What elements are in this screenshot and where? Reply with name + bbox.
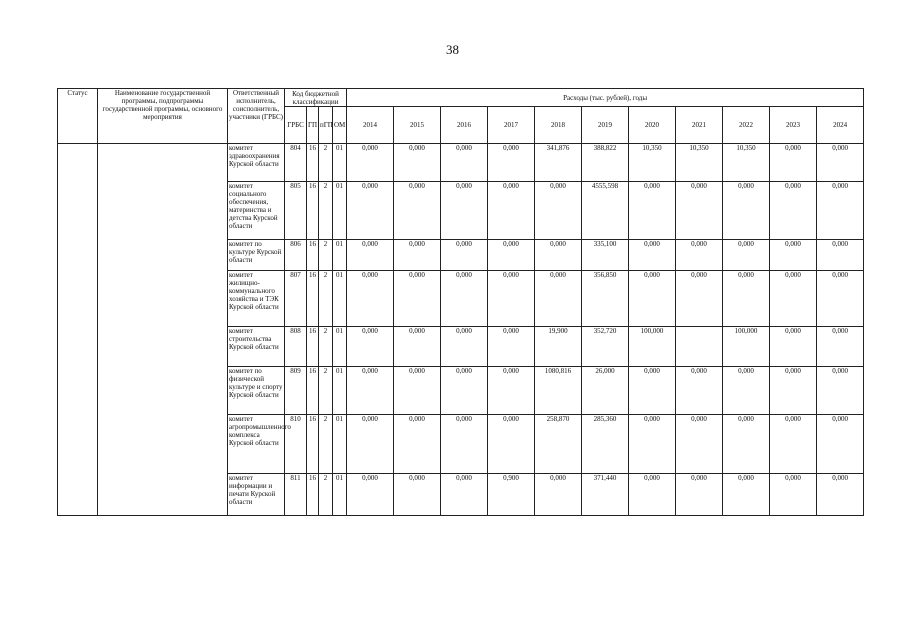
value-cell: 0,000 — [488, 144, 535, 182]
table-body — [58, 144, 864, 516]
pgp-cell: 2 — [319, 367, 333, 415]
value-cell: 352,720 — [582, 327, 629, 367]
grbs-cell: 807 — [285, 271, 307, 327]
value-cell: 0,000 — [676, 271, 723, 327]
value-cell: 0,000 — [770, 474, 817, 516]
value-cell: 0,000 — [394, 327, 441, 367]
value-cell: 0,000 — [488, 367, 535, 415]
value-cell: 0,000 — [488, 271, 535, 327]
pgp-cell: 2 — [319, 144, 333, 182]
value-cell: 0,000 — [629, 415, 676, 474]
value-cell: 0,000 — [817, 367, 864, 415]
executor-cell: комитет агропромышленного комплекса Курской области — [228, 415, 285, 474]
value-cell: 0,000 — [441, 144, 488, 182]
header-budget-code: Код бюджетной классификации — [285, 89, 347, 107]
value-cell: 0,000 — [629, 474, 676, 516]
value-cell: 0,000 — [441, 182, 488, 240]
executor-cell: комитет здравоохранения Курской области — [228, 144, 285, 182]
pgp-cell: 2 — [319, 415, 333, 474]
value-cell: 0,000 — [394, 240, 441, 271]
grbs-cell: 811 — [285, 474, 307, 516]
value-cell: 0,000 — [394, 415, 441, 474]
header-year: 2014 — [347, 107, 394, 144]
value-cell: 0,000 — [441, 415, 488, 474]
header-year: 2023 — [770, 107, 817, 144]
value-cell: 0,000 — [770, 182, 817, 240]
executor-cell: комитет социального обеспечения, материнства и детства Курской области — [228, 182, 285, 240]
om-cell: 01 — [333, 182, 347, 240]
value-cell: 341,876 — [535, 144, 582, 182]
value-cell: 0,000 — [817, 474, 864, 516]
gp-cell: 16 — [307, 240, 319, 271]
grbs-cell: 808 — [285, 327, 307, 367]
value-cell: 0,000 — [347, 144, 394, 182]
value-cell: 0,000 — [676, 367, 723, 415]
value-cell: 1080,816 — [535, 367, 582, 415]
header-om: ОМ — [333, 107, 347, 144]
value-cell: 0,000 — [723, 415, 770, 474]
gp-cell: 16 — [307, 327, 319, 367]
value-cell: 0,000 — [488, 415, 535, 474]
header-grbs: ГРБС — [285, 107, 307, 144]
grbs-cell: 806 — [285, 240, 307, 271]
pgp-cell: 2 — [319, 240, 333, 271]
header-status: Статус — [58, 89, 98, 144]
value-cell: 0,000 — [723, 271, 770, 327]
value-cell: 0,000 — [441, 327, 488, 367]
gp-cell: 16 — [307, 271, 319, 327]
value-cell: 0,000 — [676, 240, 723, 271]
header-pgp: пГП — [319, 107, 333, 144]
value-cell: 285,360 — [582, 415, 629, 474]
grbs-cell: 809 — [285, 367, 307, 415]
value-cell: 0,000 — [629, 240, 676, 271]
grbs-cell: 804 — [285, 144, 307, 182]
value-cell: 0,000 — [770, 144, 817, 182]
header-year: 2020 — [629, 107, 676, 144]
value-cell: 0,000 — [770, 327, 817, 367]
value-cell: 0,000 — [817, 240, 864, 271]
value-cell: 4555,598 — [582, 182, 629, 240]
header-executor: Ответственный исполнитель, соисполнитель, участники (ГРБС) — [228, 89, 285, 144]
value-cell: 0,000 — [676, 415, 723, 474]
value-cell: 0,000 — [723, 474, 770, 516]
value-cell: 0,000 — [535, 474, 582, 516]
header-name: Наименование государственной программы, подпрограммы государственной программы, основного мероприятия — [98, 89, 228, 144]
om-cell: 01 — [333, 415, 347, 474]
value-cell: 0,000 — [817, 182, 864, 240]
pgp-cell: 2 — [319, 327, 333, 367]
grbs-cell: 805 — [285, 182, 307, 240]
pgp-cell: 2 — [319, 474, 333, 516]
value-cell: 10,350 — [629, 144, 676, 182]
header-year: 2016 — [441, 107, 488, 144]
value-cell: 0,000 — [488, 327, 535, 367]
value-cell: 0,000 — [817, 327, 864, 367]
header-gp: ГП — [307, 107, 319, 144]
value-cell: 0,000 — [535, 271, 582, 327]
gp-cell: 16 — [307, 415, 319, 474]
header-year: 2019 — [582, 107, 629, 144]
header-year: 2017 — [488, 107, 535, 144]
grbs-cell: 810 — [285, 415, 307, 474]
om-cell: 01 — [333, 240, 347, 271]
executor-cell: комитет по физической культуре и спорту Курской области — [228, 367, 285, 415]
value-cell: 100,000 — [629, 327, 676, 367]
value-cell: 0,000 — [817, 144, 864, 182]
value-cell: 0,000 — [441, 271, 488, 327]
value-cell: 0,000 — [441, 240, 488, 271]
table-header — [58, 89, 864, 144]
value-cell: 0,000 — [347, 240, 394, 271]
header-year: 2024 — [817, 107, 864, 144]
value-cell: 0,000 — [394, 182, 441, 240]
value-cell: 19,900 — [535, 327, 582, 367]
value-cell: 0,000 — [394, 367, 441, 415]
value-cell: 0,000 — [629, 182, 676, 240]
value-cell — [676, 327, 723, 367]
value-cell: 0,000 — [770, 415, 817, 474]
value-cell: 0,000 — [535, 182, 582, 240]
value-cell: 335,100 — [582, 240, 629, 271]
value-cell: 371,440 — [582, 474, 629, 516]
value-cell: 0,900 — [488, 474, 535, 516]
om-cell: 01 — [333, 474, 347, 516]
value-cell: 388,822 — [582, 144, 629, 182]
om-cell: 01 — [333, 367, 347, 415]
value-cell: 0,000 — [347, 327, 394, 367]
value-cell: 356,850 — [582, 271, 629, 327]
page-number: 38 — [446, 42, 459, 57]
value-cell: 0,000 — [770, 367, 817, 415]
value-cell: 0,000 — [394, 474, 441, 516]
value-cell: 0,000 — [441, 367, 488, 415]
value-cell: 0,000 — [817, 271, 864, 327]
value-cell: 0,000 — [347, 182, 394, 240]
gp-cell: 16 — [307, 182, 319, 240]
value-cell: 0,000 — [770, 271, 817, 327]
om-cell: 01 — [333, 327, 347, 367]
value-cell: 0,000 — [629, 367, 676, 415]
executor-cell: комитет информации и печати Курской области — [228, 474, 285, 516]
om-cell: 01 — [333, 271, 347, 327]
value-cell: 0,000 — [723, 182, 770, 240]
value-cell: 26,000 — [582, 367, 629, 415]
pgp-cell: 2 — [319, 271, 333, 327]
header-year: 2021 — [676, 107, 723, 144]
value-cell: 0,000 — [676, 182, 723, 240]
value-cell: 0,000 — [441, 474, 488, 516]
executor-cell: комитет по культуре Курской области — [228, 240, 285, 271]
budget-table — [57, 88, 864, 516]
value-cell: 0,000 — [347, 271, 394, 327]
gp-cell: 16 — [307, 144, 319, 182]
gp-cell: 16 — [307, 474, 319, 516]
value-cell: 100,000 — [723, 327, 770, 367]
header-year: 2018 — [535, 107, 582, 144]
value-cell: 0,000 — [488, 182, 535, 240]
value-cell: 10,350 — [676, 144, 723, 182]
executor-cell: комитет жилищно-коммунального хозяйства и ТЭК Курской области — [228, 271, 285, 327]
status-cell — [58, 144, 98, 516]
header-year: 2015 — [394, 107, 441, 144]
value-cell: 0,000 — [394, 271, 441, 327]
value-cell: 0,000 — [770, 240, 817, 271]
value-cell: 0,000 — [347, 474, 394, 516]
header-expenses: Расходы (тыс. рублей), годы — [347, 89, 864, 107]
header-year: 2022 — [723, 107, 770, 144]
value-cell: 0,000 — [723, 240, 770, 271]
value-cell: 0,000 — [394, 144, 441, 182]
om-cell: 01 — [333, 144, 347, 182]
value-cell: 0,000 — [817, 415, 864, 474]
gp-cell: 16 — [307, 367, 319, 415]
table-row — [58, 144, 864, 182]
value-cell: 0,000 — [535, 240, 582, 271]
value-cell: 0,000 — [347, 367, 394, 415]
value-cell: 0,000 — [488, 240, 535, 271]
value-cell: 0,000 — [347, 415, 394, 474]
name-cell — [98, 144, 228, 516]
value-cell: 10,350 — [723, 144, 770, 182]
pgp-cell: 2 — [319, 182, 333, 240]
value-cell: 0,000 — [629, 271, 676, 327]
value-cell: 258,870 — [535, 415, 582, 474]
value-cell: 0,000 — [723, 367, 770, 415]
value-cell: 0,000 — [676, 474, 723, 516]
executor-cell: комитет строительства Курской области — [228, 327, 285, 367]
